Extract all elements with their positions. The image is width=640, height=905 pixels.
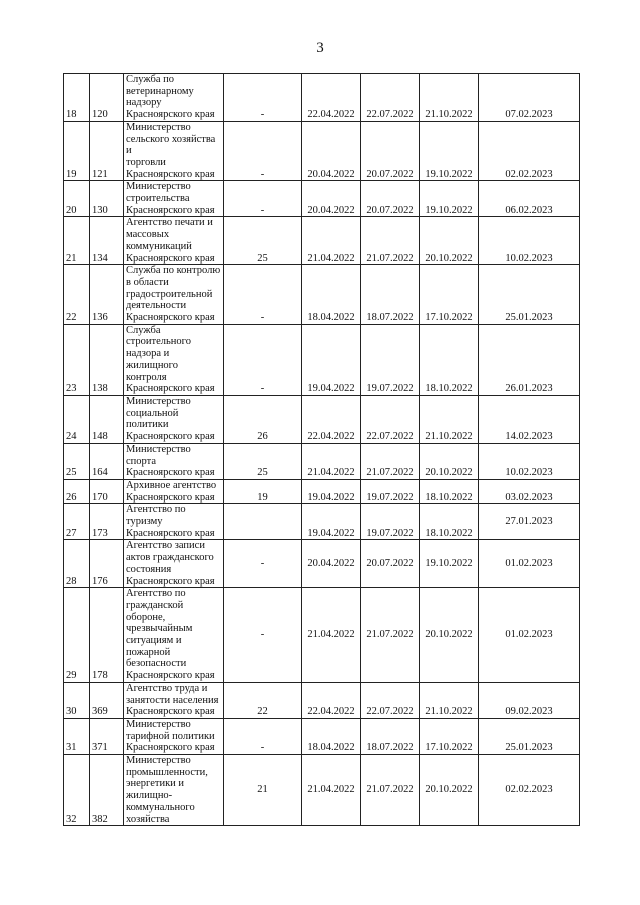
department-name-line: жилищно- xyxy=(126,790,173,802)
date-q1-cell: 22.04.2022 xyxy=(302,682,361,718)
date-q2-cell: 19.07.2022 xyxy=(361,479,420,503)
department-name-line: Агентство записи xyxy=(126,540,205,552)
value-cell: 25 xyxy=(224,443,302,479)
department-name-line: строительства xyxy=(126,193,190,205)
department-code-cell: 382 xyxy=(90,755,124,826)
department-name-line: Красноярского края xyxy=(126,431,215,443)
table-row xyxy=(64,718,580,754)
department-name-line: актов гражданского xyxy=(126,552,214,564)
date-q2-cell: 20.07.2022 xyxy=(361,121,420,181)
department-name-line: Служба по контролю xyxy=(126,265,221,277)
department-name-line: Красноярского края xyxy=(126,312,215,324)
department-name-line: пожарной xyxy=(126,646,171,658)
department-name-line: Агентство по xyxy=(126,588,186,600)
department-name-line: хозяйства xyxy=(126,813,170,825)
date-q2-cell: 19.07.2022 xyxy=(361,504,420,540)
date-q1-cell: 21.04.2022 xyxy=(302,588,361,683)
date-q1-cell: 18.04.2022 xyxy=(302,718,361,754)
date-q1-cell: 21.04.2022 xyxy=(302,755,361,826)
department-name-line: Красноярского края xyxy=(126,670,215,682)
row-number-cell: 20 xyxy=(64,181,90,217)
table-row xyxy=(64,504,580,540)
department-code-cell: 371 xyxy=(90,718,124,754)
department-name-line: энергетики и xyxy=(126,778,185,790)
department-name-line: ситуациям и xyxy=(126,635,182,647)
date-q3-cell: 20.10.2022 xyxy=(420,443,479,479)
date-q1-cell: 21.04.2022 xyxy=(302,443,361,479)
date-q3-cell: 21.10.2022 xyxy=(420,395,479,443)
department-name-line: занятости населения xyxy=(126,694,219,706)
department-name-line: Министерство xyxy=(126,443,191,455)
department-name-line: деятельности xyxy=(126,300,187,312)
date-q2-cell: 22.07.2022 xyxy=(361,395,420,443)
row-number-cell: 19 xyxy=(64,121,90,181)
department-name-cell xyxy=(124,540,224,588)
date-q1-cell: 19.04.2022 xyxy=(302,479,361,503)
department-name-line: Красноярского края xyxy=(126,742,215,754)
date-q2-cell: 19.07.2022 xyxy=(361,324,420,395)
date-q1-cell: 21.04.2022 xyxy=(302,217,361,265)
date-q3-cell: 17.10.2022 xyxy=(420,265,479,325)
date-q2-cell: 21.07.2022 xyxy=(361,755,420,826)
date-q2-cell: 21.07.2022 xyxy=(361,443,420,479)
date-q1-cell: 22.04.2022 xyxy=(302,395,361,443)
value-cell: - xyxy=(224,540,302,588)
date-q1-cell: 20.04.2022 xyxy=(302,121,361,181)
department-name-line: надзора и xyxy=(126,348,170,360)
date-annual-cell: 27.01.2023 xyxy=(479,504,580,540)
table-row xyxy=(64,324,580,395)
value-cell: - xyxy=(224,121,302,181)
date-q3-cell: 21.10.2022 xyxy=(420,682,479,718)
date-annual-cell: 02.02.2023 xyxy=(479,121,580,181)
department-name-cell xyxy=(124,588,224,683)
department-name-line: Служба xyxy=(126,324,161,336)
department-name-cell xyxy=(124,74,224,122)
department-name-line: надзору xyxy=(126,97,162,109)
row-number-cell: 23 xyxy=(64,324,90,395)
table-row xyxy=(64,479,580,503)
department-code-cell: 164 xyxy=(90,443,124,479)
department-name-cell xyxy=(124,217,224,265)
date-q1-cell: 20.04.2022 xyxy=(302,540,361,588)
date-annual-cell: 06.02.2023 xyxy=(479,181,580,217)
department-code-cell: 130 xyxy=(90,181,124,217)
department-code-cell: 173 xyxy=(90,504,124,540)
department-code-cell: 176 xyxy=(90,540,124,588)
department-name-line: туризму xyxy=(126,516,163,528)
table-row xyxy=(64,395,580,443)
department-name-line: промышленности, xyxy=(126,766,208,778)
date-annual-cell: 09.02.2023 xyxy=(479,682,580,718)
department-name-line: Красноярского края xyxy=(126,252,215,264)
department-name-cell xyxy=(124,181,224,217)
table-row xyxy=(64,588,580,683)
department-code-cell: 138 xyxy=(90,324,124,395)
date-q1-cell: 20.04.2022 xyxy=(302,181,361,217)
date-q3-cell: 18.10.2022 xyxy=(420,479,479,503)
date-q3-cell: 20.10.2022 xyxy=(420,588,479,683)
department-name-cell xyxy=(124,682,224,718)
date-annual-cell: 26.01.2023 xyxy=(479,324,580,395)
row-number-cell: 25 xyxy=(64,443,90,479)
date-q3-cell: 17.10.2022 xyxy=(420,718,479,754)
department-name-line: Министерство xyxy=(126,755,191,767)
department-name-line: Министерство xyxy=(126,121,191,133)
department-name-line: строительного xyxy=(126,336,191,348)
department-name-line: жилищного контроля xyxy=(126,359,178,383)
department-name-line: Красноярского края xyxy=(126,168,215,180)
row-number-cell: 27 xyxy=(64,504,90,540)
date-annual-cell: 14.02.2023 xyxy=(479,395,580,443)
value-cell xyxy=(224,504,302,540)
date-annual-cell: 25.01.2023 xyxy=(479,718,580,754)
department-name-line: состояния xyxy=(126,563,172,575)
department-code-cell: 136 xyxy=(90,265,124,325)
value-cell: - xyxy=(224,265,302,325)
department-name-line: массовых xyxy=(126,229,170,241)
date-q3-cell: 19.10.2022 xyxy=(420,121,479,181)
row-number-cell: 22 xyxy=(64,265,90,325)
department-name-line: тарифной политики xyxy=(126,730,215,742)
table-row xyxy=(64,217,580,265)
department-name-line: сельского хозяйства и xyxy=(126,133,216,157)
table-row xyxy=(64,540,580,588)
date-annual-cell: 25.01.2023 xyxy=(479,265,580,325)
row-number-cell: 24 xyxy=(64,395,90,443)
department-code-cell: 121 xyxy=(90,121,124,181)
table-row xyxy=(64,682,580,718)
department-name-line: градостроительной xyxy=(126,288,213,300)
department-name-line: Агентство печати и xyxy=(126,217,213,229)
department-name-cell xyxy=(124,718,224,754)
department-name-cell xyxy=(124,755,224,826)
department-name-line: коммунального xyxy=(126,801,195,813)
department-code-cell: 178 xyxy=(90,588,124,683)
department-name-line: ветеринарному xyxy=(126,85,194,97)
table-row xyxy=(64,121,580,181)
department-name-line: коммуникаций xyxy=(126,240,192,252)
row-number-cell: 30 xyxy=(64,682,90,718)
department-code-cell: 369 xyxy=(90,682,124,718)
department-name-line: Архивное агентство xyxy=(126,479,217,491)
date-q3-cell: 20.10.2022 xyxy=(420,217,479,265)
department-name-cell xyxy=(124,395,224,443)
department-name-line: Красноярского края xyxy=(126,109,215,121)
row-number-cell: 28 xyxy=(64,540,90,588)
date-annual-cell: 01.02.2023 xyxy=(479,540,580,588)
department-name-line: торговли xyxy=(126,156,166,168)
department-name-line: Агентство труда и xyxy=(126,682,208,694)
date-q1-cell: 22.04.2022 xyxy=(302,74,361,122)
row-number-cell: 31 xyxy=(64,718,90,754)
date-q3-cell: 18.10.2022 xyxy=(420,504,479,540)
table-row xyxy=(64,443,580,479)
department-name-line: Агентство по xyxy=(126,504,186,516)
department-name-line: безопасности xyxy=(126,658,187,670)
department-name-line: Красноярского края xyxy=(126,575,215,587)
date-q3-cell: 21.10.2022 xyxy=(420,74,479,122)
table-row xyxy=(64,74,580,122)
value-cell: 21 xyxy=(224,755,302,826)
value-cell: 25 xyxy=(224,217,302,265)
value-cell: - xyxy=(224,324,302,395)
table-body xyxy=(64,74,580,826)
date-q2-cell: 20.07.2022 xyxy=(361,181,420,217)
department-name-line: Красноярского края xyxy=(126,467,215,479)
date-annual-cell: 02.02.2023 xyxy=(479,755,580,826)
department-name-line: Министерство xyxy=(126,395,191,407)
date-annual-cell: 03.02.2023 xyxy=(479,479,580,503)
date-q2-cell: 22.07.2022 xyxy=(361,682,420,718)
department-name-line: Служба по xyxy=(126,74,174,85)
department-name-line: Красноярского края xyxy=(126,491,215,503)
department-name-cell xyxy=(124,504,224,540)
date-annual-cell: 10.02.2023 xyxy=(479,217,580,265)
date-annual-cell: 10.02.2023 xyxy=(479,443,580,479)
department-name-line: чрезвычайным xyxy=(126,623,193,635)
department-name-cell xyxy=(124,324,224,395)
department-name-line: Красноярского края xyxy=(126,706,215,718)
date-q1-cell: 19.04.2022 xyxy=(302,504,361,540)
department-name-line: социальной xyxy=(126,407,179,419)
department-name-line: Министерство xyxy=(126,718,191,730)
value-cell: 26 xyxy=(224,395,302,443)
date-q3-cell: 19.10.2022 xyxy=(420,181,479,217)
value-cell: - xyxy=(224,181,302,217)
date-q3-cell: 18.10.2022 xyxy=(420,324,479,395)
table-row xyxy=(64,181,580,217)
department-name-line: Красноярского края xyxy=(126,527,215,539)
department-name-line: в области xyxy=(126,276,169,288)
department-name-line: спорта xyxy=(126,455,157,467)
department-code-cell: 120 xyxy=(90,74,124,122)
row-number-cell: 32 xyxy=(64,755,90,826)
value-cell: 19 xyxy=(224,479,302,503)
value-cell: - xyxy=(224,718,302,754)
date-q1-cell: 19.04.2022 xyxy=(302,324,361,395)
row-number-cell: 18 xyxy=(64,74,90,122)
date-q2-cell: 18.07.2022 xyxy=(361,718,420,754)
department-name-line: обороне, xyxy=(126,611,166,623)
value-cell: - xyxy=(224,588,302,683)
date-q2-cell: 21.07.2022 xyxy=(361,217,420,265)
department-code-cell: 170 xyxy=(90,479,124,503)
date-q2-cell: 21.07.2022 xyxy=(361,588,420,683)
date-q3-cell: 19.10.2022 xyxy=(420,540,479,588)
department-code-cell: 148 xyxy=(90,395,124,443)
row-number-cell: 26 xyxy=(64,479,90,503)
date-q2-cell: 20.07.2022 xyxy=(361,540,420,588)
schedule-table xyxy=(63,73,580,826)
value-cell: 22 xyxy=(224,682,302,718)
department-code-cell: 134 xyxy=(90,217,124,265)
department-name-cell xyxy=(124,479,224,503)
table-row xyxy=(64,755,580,826)
date-q1-cell: 18.04.2022 xyxy=(302,265,361,325)
department-name-cell xyxy=(124,443,224,479)
row-number-cell: 29 xyxy=(64,588,90,683)
date-q3-cell: 20.10.2022 xyxy=(420,755,479,826)
department-name-cell xyxy=(124,265,224,325)
department-name-line: Министерство xyxy=(126,181,191,193)
table-row xyxy=(64,265,580,325)
department-name-line: Красноярского края xyxy=(126,204,215,216)
row-number-cell: 21 xyxy=(64,217,90,265)
department-name-line: гражданской xyxy=(126,599,184,611)
date-q2-cell: 18.07.2022 xyxy=(361,265,420,325)
date-q2-cell: 22.07.2022 xyxy=(361,74,420,122)
date-annual-cell: 07.02.2023 xyxy=(479,74,580,122)
department-name-line: политики xyxy=(126,419,169,431)
page-number: 3 xyxy=(316,40,324,56)
date-annual-cell: 01.02.2023 xyxy=(479,588,580,683)
department-name-cell xyxy=(124,121,224,181)
value-cell: - xyxy=(224,74,302,122)
department-name-line: Красноярского края xyxy=(126,383,215,395)
